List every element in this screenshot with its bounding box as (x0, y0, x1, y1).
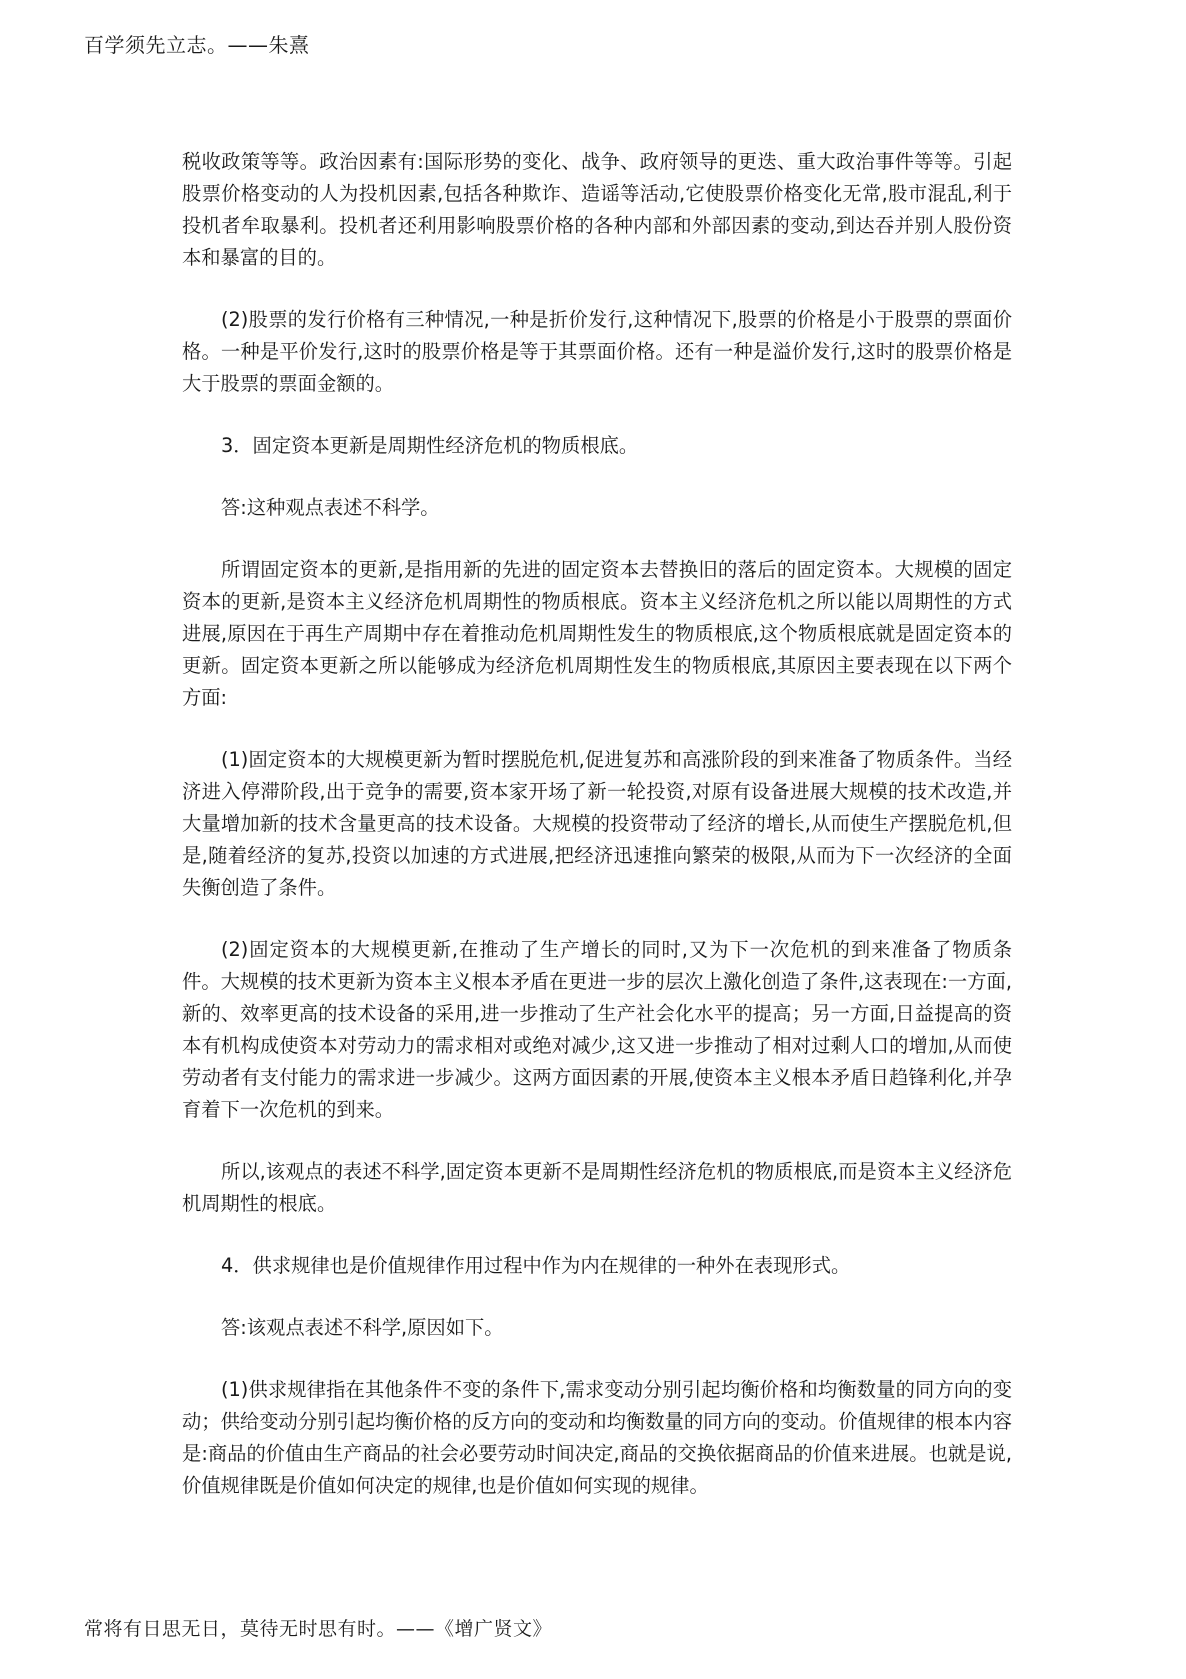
paragraph-fixed-capital-renewal: 所谓固定资本的更新,是指用新的先进的固定资本去替换旧的落后的固定资本。大规模的固定资本的更新,是资本主义经济危机周期性的物质根底。资本主义经济危机之所以能以周期性的方式进展,原因在于再生产周期中存在着推动危机周期性发生的物质根底,这个物质根底就是固定资本的更新。固定资本更新之所以能够成为经济危机周期性发生的物质根底,其原因主要表现在以下两个方面: (182, 558, 1012, 709)
paragraph-supply-demand-law: (1)供求规律指在其他条件不变的条件下,需求变动分别引起均衡价格和均衡数量的同方向的变动；供给变动分别引起均衡价格的反方向的变动和均衡数量的同方向的变动。价值规律的根本内容是:商品的价值由生产商品的社会必要劳动时间决定,商品的交换依据商品的价值来进展。也就是说,价值规律既是价值如何决定的规律,也是价值如何实现的规律。 (182, 1378, 1012, 1497)
answer-4-intro: 答:该观点表述不科学,原因如下。 (221, 1316, 504, 1339)
paragraph-point-1: (1)固定资本的大规模更新为暂时摆脱危机,促进复苏和高涨阶段的到来准备了物质条件。当经济进入停滞阶段,出于竞争的需要,资本家开场了新一轮投资,对原有设备进展大规模的技术改造,并大量增加新的技术含量更高的技术设备。大规模的投资带动了经济的增长,从而使生产摆脱危机,但是,随着经济的复苏,投资以加速的方式进展,把经济迅速推向繁荣的极限,从而为下一次经济的全面失衡创造了条件。 (182, 748, 1012, 899)
document-body (182, 146, 1012, 1502)
paragraph-stock-issue-price: (2)股票的发行价格有三种情况,一种是折价发行,这种情况下,股票的价格是小于股票的票面价格。一种是平价发行,这时的股票价格是等于其票面价格。还有一种是溢价发行,这时的股票价格是大于股票的票面金额的。 (182, 308, 1012, 395)
page-header-quote: 百学须先立志。——朱熹 (84, 33, 310, 57)
paragraph-point-2: (2)固定资本的大规模更新,在推动了生产增长的同时,又为下一次危机的到来准备了物质条件。大规模的技术更新为资本主义根本矛盾在更进一步的层次上激化创造了条件,这表现在:一方面,新的、效率更高的技术设备的采用,进一步推动了生产社会化水平的提高；另一方面,日益提高的资本有机构成使资本对劳动力的需求相对或绝对减少,这又进一步推动了相对过剩人口的增加,从而使劳动者有支付能力的需求进一步减少。这两方面因素的开展,使资本主义根本矛盾日趋锋利化,并孕育着下一次危机的到来。 (182, 938, 1012, 1121)
question-3-heading: 3．固定资本更新是周期性经济危机的物质根底。 (221, 434, 639, 457)
page-footer-quote: 常将有日思无日，莫待无时思有时。——《增广贤文》 (84, 1618, 553, 1640)
paragraph-conclusion-3: 所以,该观点的表述不科学,固定资本更新不是周期性经济危机的物质根底,而是资本主义经济危机周期性的根底。 (182, 1160, 1012, 1215)
paragraph-continuation: 税收政策等等。政治因素有:国际形势的变化、战争、政府领导的更迭、重大政治事件等等。引起股票价格变动的人为投机因素,包括各种欺诈、造谣等活动,它使股票价格变化无常,股市混乱,利于投机者牟取暴利。投机者还利用影响股票价格的各种内部和外部因素的变动,到达吞并别人股份资本和暴富的目的。 (182, 150, 1012, 269)
answer-3-intro: 答:这种观点表述不科学。 (221, 496, 440, 519)
question-4-heading: 4．供求规律也是价值规律作用过程中作为内在规律的一种外在表现形式。 (221, 1254, 851, 1277)
